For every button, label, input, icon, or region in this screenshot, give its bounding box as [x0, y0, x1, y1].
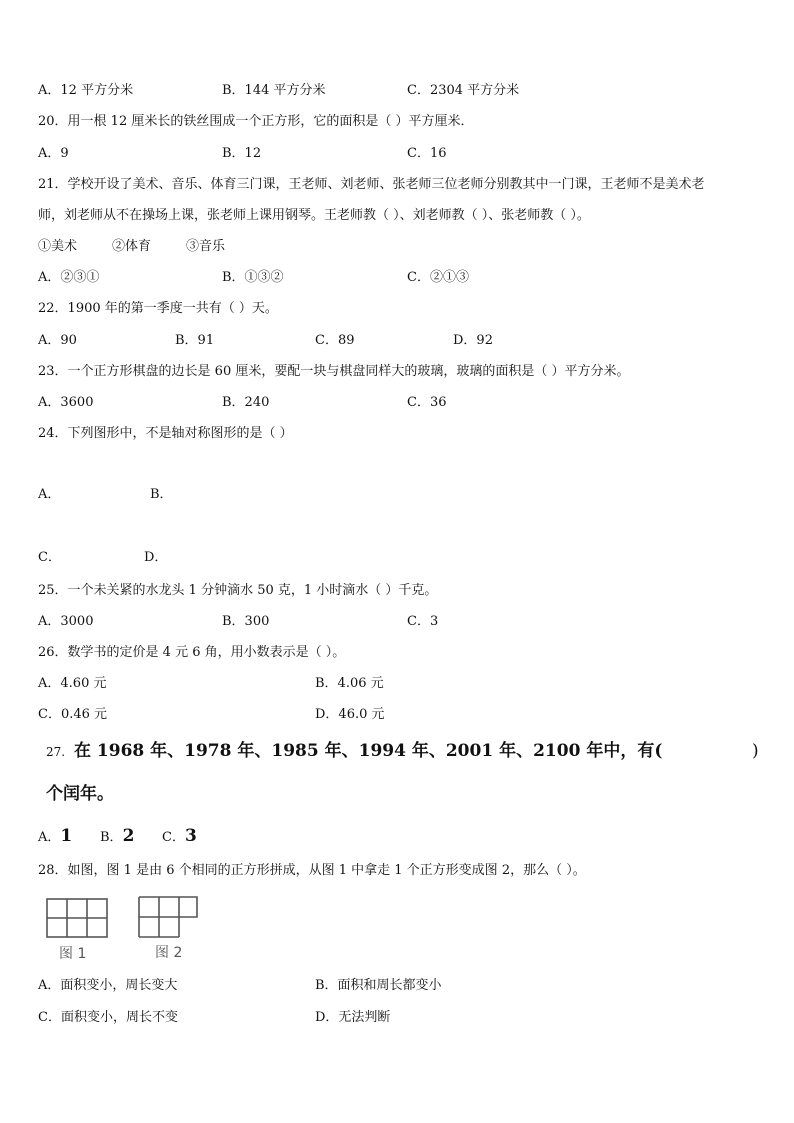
q22-option-a[interactable]: A．90	[38, 333, 77, 348]
figure-1-caption: 图 1	[59, 946, 87, 962]
question-24: 24．下列图形中，不是轴对称图形的是（ ）	[38, 426, 293, 441]
question-23: 23．一个正方形棋盘的边长是 60 厘米，要配一块与棋盘同样大的玻璃，玻璃的面积是（ ）平方分米。	[38, 364, 630, 379]
q27-option-a-letter: A．	[38, 830, 61, 845]
q24-option-c[interactable]: C．	[38, 550, 61, 565]
q20-option-b[interactable]: B．12	[222, 146, 262, 161]
figure-2-caption: 图 2	[155, 945, 183, 961]
q27-option-c-letter: C．	[162, 830, 185, 845]
q21-subject-3: ③音乐	[186, 239, 226, 254]
q27-option-a[interactable]	[38, 826, 72, 848]
q28-option-c[interactable]: C．面积变小，周长不变	[38, 1010, 178, 1025]
q23-option-a[interactable]: A．3600	[38, 395, 94, 410]
q26-option-d[interactable]: D．46.0 元	[315, 707, 385, 722]
q22-option-b[interactable]: B．91	[175, 333, 215, 348]
q25-option-c[interactable]: C．3	[407, 614, 439, 629]
q28-option-a[interactable]: A．面积变小，周长变大	[38, 978, 178, 993]
q26-option-c[interactable]: C．0.46 元	[38, 707, 108, 722]
question-27-line-2: 个闰年。	[46, 784, 114, 804]
q24-option-a[interactable]: A．	[38, 487, 61, 502]
q27-option-b-value: 2	[122, 826, 135, 846]
q26-option-a[interactable]: A．4.60 元	[38, 676, 107, 691]
q20-option-a[interactable]: A．9	[38, 146, 69, 161]
q27-option-b-letter: B．	[100, 830, 123, 845]
q24-option-d[interactable]: D．	[144, 550, 168, 565]
q27-option-a-value: 1	[60, 826, 73, 846]
q23-option-c[interactable]: C．36	[407, 395, 447, 410]
q21-subject-1: ①美术	[38, 239, 78, 254]
q20-option-c[interactable]: C．16	[407, 146, 447, 161]
q19-option-b[interactable]: B．144 平方分米	[222, 83, 326, 98]
q22-option-c[interactable]: C．89	[315, 333, 355, 348]
question-28: 28．如图，图 1 是由 6 个相同的正方形拼成，从图 1 中拿走 1 个正方形变成图 2，那么（ ）。	[38, 863, 586, 878]
q19-option-c[interactable]: C．2304 平方分米	[407, 83, 520, 98]
q26-option-b[interactable]: B．4.06 元	[315, 676, 384, 691]
q28-option-d[interactable]: D．无法判断	[315, 1010, 391, 1025]
question-27-number: 27.	[46, 745, 66, 759]
question-25: 25．一个未关紧的水龙头 1 分钟滴水 50 克，1 小时滴水（ ）千克。	[38, 583, 438, 598]
q23-option-b[interactable]: B．240	[222, 395, 270, 410]
question-21-line-2: 师，刘老师从不在操场上课，张老师上课用钢琴。王老师教（ ）、刘老师教（ ）、张老师教（ ）。	[38, 208, 590, 223]
q28-option-b[interactable]: B．面积和周长都变小	[315, 978, 442, 993]
figure-2-grid	[138, 896, 200, 940]
q24-option-b[interactable]: B．	[150, 487, 173, 502]
q19-option-a[interactable]: A．12 平方分米	[38, 83, 134, 98]
q27-option-c[interactable]	[162, 826, 197, 848]
question-22: 22．1900 年的第一季度一共有（ ）天。	[38, 301, 278, 316]
question-26: 26．数学书的定价是 4 元 6 角，用小数表示是（ ）。	[38, 645, 346, 660]
q27-option-c-value: 3	[184, 826, 197, 846]
question-21-line-1: 21．学校开设了美术、音乐、体育三门课，王老师、刘老师、张老师三位老师分别教其中一门课，王老师不是美术老	[38, 177, 705, 192]
q27-option-b[interactable]	[100, 826, 134, 848]
question-27-paren-close: )	[752, 741, 759, 761]
q21-option-b[interactable]: B．①③②	[222, 270, 284, 285]
question-20: 20．用一根 12 厘米长的铁丝围成一个正方形，它的面积是（ ）平方厘米．	[38, 114, 474, 129]
q22-option-d[interactable]: D．92	[453, 333, 493, 348]
q25-option-a[interactable]: A．3000	[38, 614, 94, 629]
q21-option-a[interactable]: A．②③①	[38, 270, 100, 285]
q21-option-c[interactable]: C．②①③	[407, 270, 469, 285]
q21-subject-2: ②体育	[112, 239, 152, 254]
question-27-line-1: 在 1968 年、1978 年、1985 年、1994 年、2001 年、2100 年中，有(	[74, 741, 663, 761]
figure-1-grid	[46, 898, 110, 940]
q25-option-b[interactable]: B．300	[222, 614, 270, 629]
